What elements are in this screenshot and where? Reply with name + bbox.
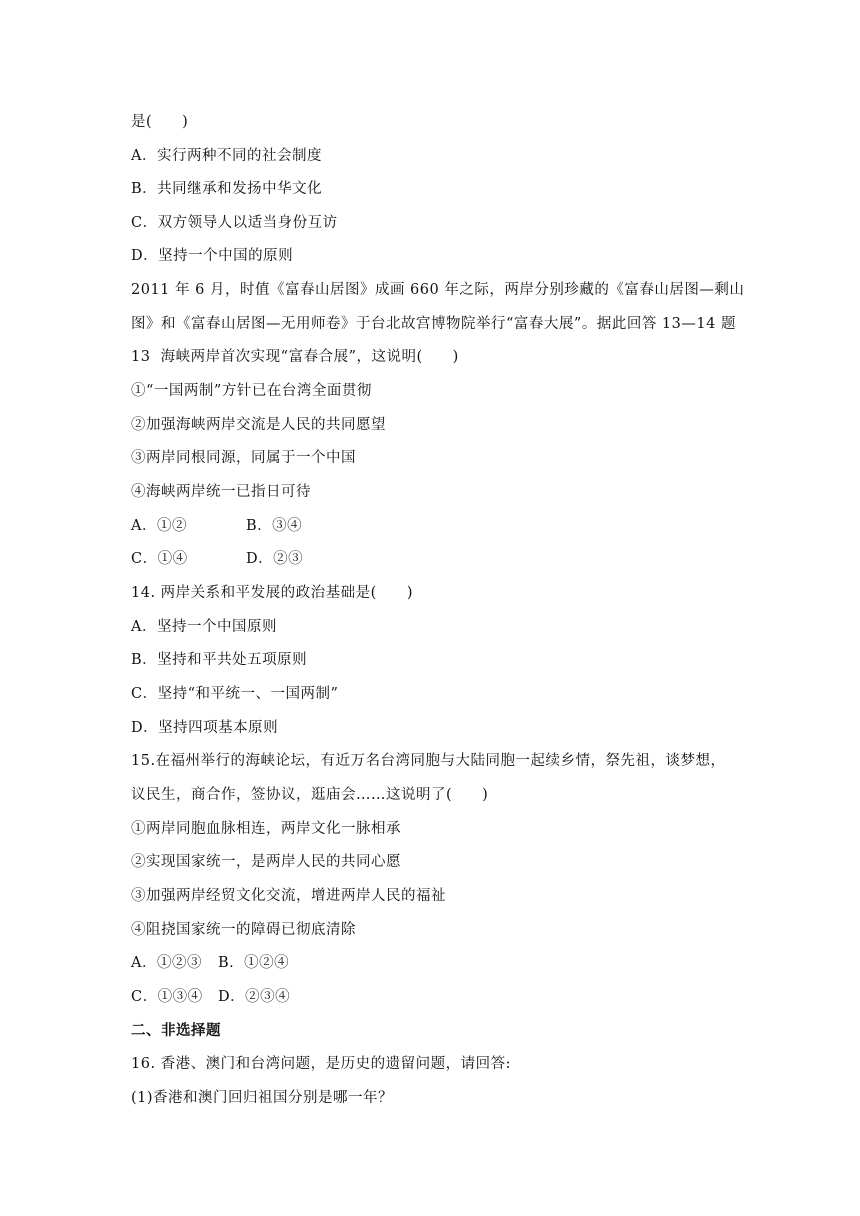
section-heading-non-choice: 二、非选择题 [131,1022,221,1039]
q15-option-d: D．②③④ [218,989,291,1005]
q14-option-a: A．坚持一个中国原则 [131,619,277,635]
q13-statement-2: ②加强海峡两岸交流是人民的共同愿望 [131,417,386,433]
q14-option-b: B．坚持和平共处五项原则 [131,652,308,668]
q13-option-b: B．③④ [246,518,303,534]
question-16-part-1: (1)香港和澳门回归祖国分别是哪一年？ [131,1090,394,1106]
q15-statement-4: ④阻挠国家统一的障碍已彻底清除 [131,922,356,938]
q13-option-a: A．①② [131,518,187,534]
q15-option-a: A．①②③ [131,955,202,971]
material-passage-line-2: 图》和《富春山居图—无用师卷》于台北故宫博物院举行“富春大展”。据此回答 13—14 题 [131,316,736,332]
q15-option-b: B．①②④ [218,955,290,971]
question-13-stem: 13 海峡两岸首次实现“富春合展”，这说明( ) [131,349,459,365]
q13-statement-1: ①“一国两制”方针已在台湾全面贯彻 [131,383,372,399]
material-passage-line-1: 2011 年 6 月，时值《富春山居图》成画 660 年之际，两岸分别珍藏的《富春山居图—剩山 [131,282,745,298]
question-14-stem: 14. 两岸关系和平发展的政治基础是( ) [131,585,413,601]
question-12-stem-end: 是( ) [131,114,189,130]
q14-option-c: C．坚持“和平统一、一国两制” [131,686,339,702]
q13-option-d: D．②③ [246,551,304,567]
q12-option-a: A．实行两种不同的社会制度 [131,148,322,164]
q12-option-b: B．共同继承和发扬中华文化 [131,181,323,197]
question-15-stem-line-1: 15.在福州举行的海峡论坛，有近万名台湾同胞与大陆同胞一起续乡情，祭先祖，谈梦想， [131,753,726,769]
q12-option-d: D．坚持一个中国的原则 [131,248,294,264]
q13-option-c: C．①④ [131,551,188,567]
q13-statement-3: ③两岸同根同源，同属于一个中国 [131,450,356,466]
q13-statement-4: ④海峡两岸统一已指日可待 [131,484,311,500]
question-16-stem: 16. 香港、澳门和台湾问题，是历史的遗留问题，请回答: [131,1056,512,1072]
q15-option-c: C．①③④ [131,989,203,1005]
q15-statement-3: ③加强两岸经贸文化交流，增进两岸人民的福祉 [131,888,446,904]
q14-option-d: D．坚持四项基本原则 [131,720,279,736]
q15-statement-2: ②实现国家统一，是两岸人民的共同心愿 [131,854,401,870]
q15-statement-1: ①两岸同胞血脉相连，两岸文化一脉相承 [131,821,401,837]
question-15-stem-line-2: 议民生，商合作，签协议，逛庙会……这说明了( ) [131,787,489,803]
q12-option-c: C．双方领导人以适当身份互访 [131,215,338,231]
